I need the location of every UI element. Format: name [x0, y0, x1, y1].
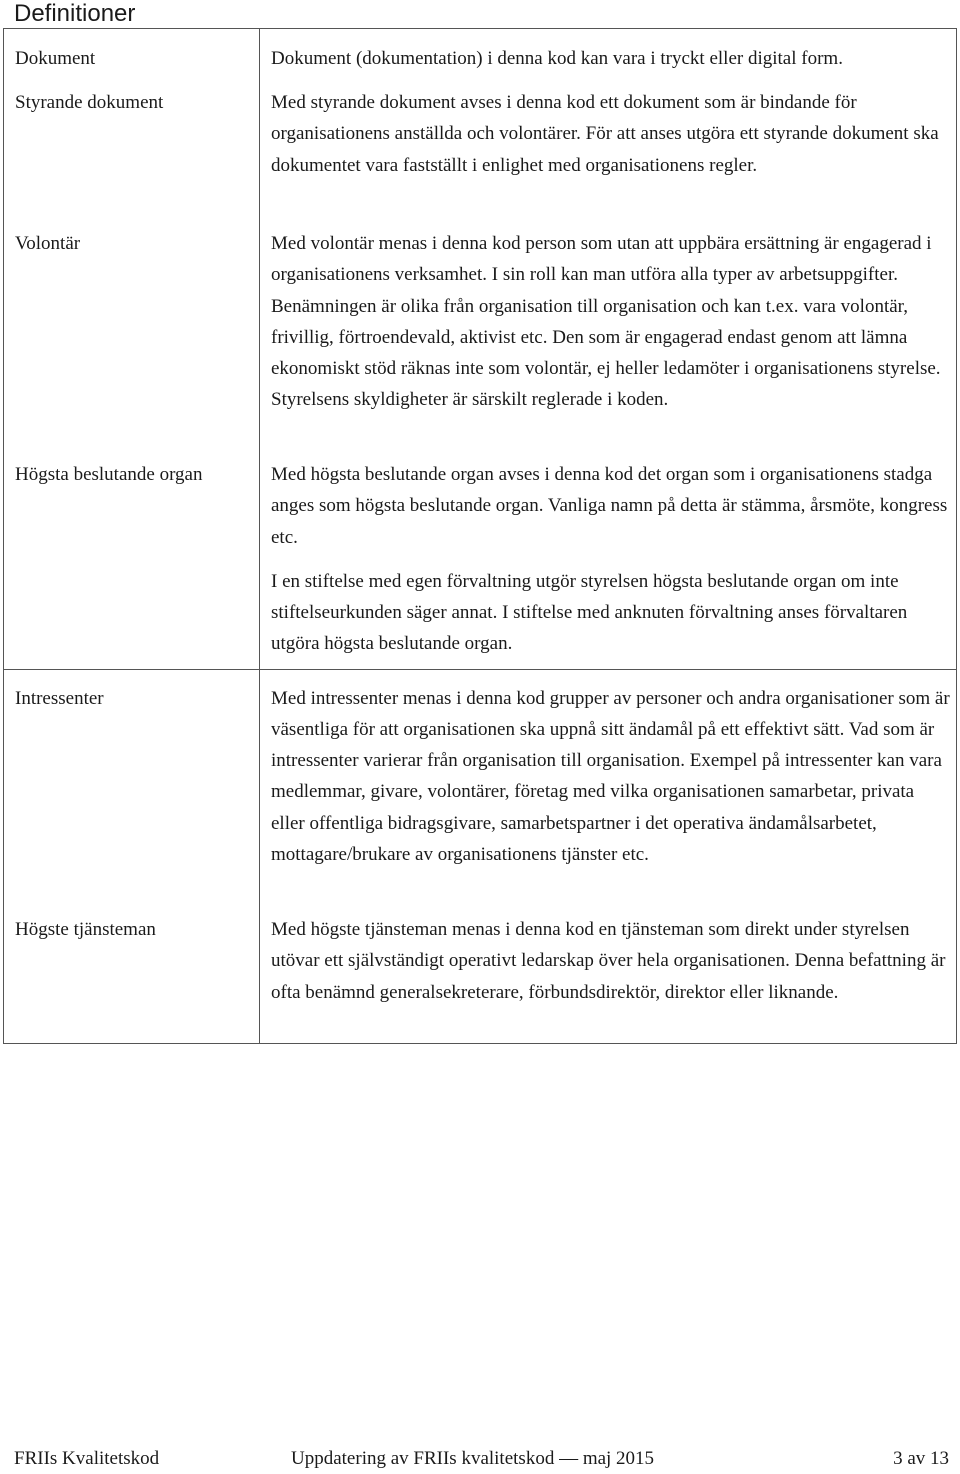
definition-paragraph: Med högsta beslutande organ avses i denna kod det organ som i organisationens stadga anges som högsta beslutande organ. Vanliga namn på detta är stämma, årsmöte, kongress etc. — [271, 464, 948, 548]
definition-term: Volontär — [4, 215, 260, 446]
page-footer — [14, 1444, 949, 1474]
definition-paragraph: Med volontär menas i denna kod person som utan att uppbära ersättning är engagerad i organisationens verksamhet. I sin roll kan man utföra alla typer av arbetsuppgifter. Benämningen är olika från organisation till organisation och kan t.ex. vara volontär, frivillig, förtroendevald, aktivist etc. Den som är engagerad endast genom att lämna ekonomiskt stöd räknas inte som volontär, ej heller ledamöter i organisationens styrelse. Styrelsens skyldigheter är särskilt reglerade i koden. — [271, 233, 941, 411]
definition-row — [4, 446, 957, 669]
definition-row — [4, 215, 957, 446]
definition-row — [4, 669, 957, 901]
definition-term: Högste tjänsteman — [4, 901, 260, 1043]
definition-description — [260, 446, 957, 669]
definition-term: Dokument — [4, 29, 260, 75]
definition-description — [260, 901, 957, 1043]
definition-description — [260, 29, 957, 75]
definition-term: Intressenter — [4, 669, 260, 901]
definition-paragraph: I en stiftelse med egen förvaltning utgör styrelsen högsta beslutande organ om inte stiftelseurkunden säger annat. I stiftelse med anknuten förvaltning anses förvaltaren utgöra högsta beslutande organ. — [271, 570, 908, 655]
definition-row — [4, 74, 957, 215]
definition-description — [260, 74, 957, 215]
definition-paragraph: Med intressenter menas i denna kod grupper av personer och andra organisationer som är väsentliga för att organisationen ska uppnå sitt ändamål på ett effektivt sätt. Vad som är intressenter varierar från organisation till organisation. Exempel på intressenter kan vara medlemmar, givare, volontärer, företag med vilka organisationen samarbetar, privata eller offentliga bidragsgivare, samarbetspartner i det operativa ändamålsarbetet, mottagare/brukare av organisationens tjänster etc. — [271, 687, 950, 865]
definition-description — [260, 669, 957, 901]
definition-row — [4, 901, 957, 1043]
page-heading: Definitioner — [14, 0, 136, 27]
definitions-table — [3, 28, 957, 1044]
definition-paragraph: Med högste tjänsteman menas i denna kod en tjänsteman som direkt under styrelsen utövar ett självständigt operativt ledarskap över hela organisationen. Denna befattning är ofta benämnd generalsekreterare, förbundsdirektör, direktor eller liknande. — [271, 919, 946, 1003]
page-number: 3 av 13 — [893, 1448, 949, 1469]
definition-row — [4, 29, 957, 75]
definition-description — [260, 215, 957, 446]
footer-title: FRIIs Kvalitetskod — [14, 1448, 160, 1469]
definition-term: Styrande dokument — [4, 74, 260, 215]
definition-term: Högsta beslutande organ — [4, 446, 260, 669]
footer-update-note: Uppdatering av FRIIs kvalitetskod — maj 2015 — [291, 1448, 655, 1469]
definition-paragraph: Med styrande dokument avses i denna kod ett dokument som är bindande för organisationens anställda och volontärer. För att anses utgöra ett styrande dokument ska dokumentet vara fastställt i enlighet med organisationens regler. — [271, 92, 939, 176]
definition-paragraph: Dokument (dokumentation) i denna kod kan vara i tryckt eller digital form. — [271, 48, 843, 69]
